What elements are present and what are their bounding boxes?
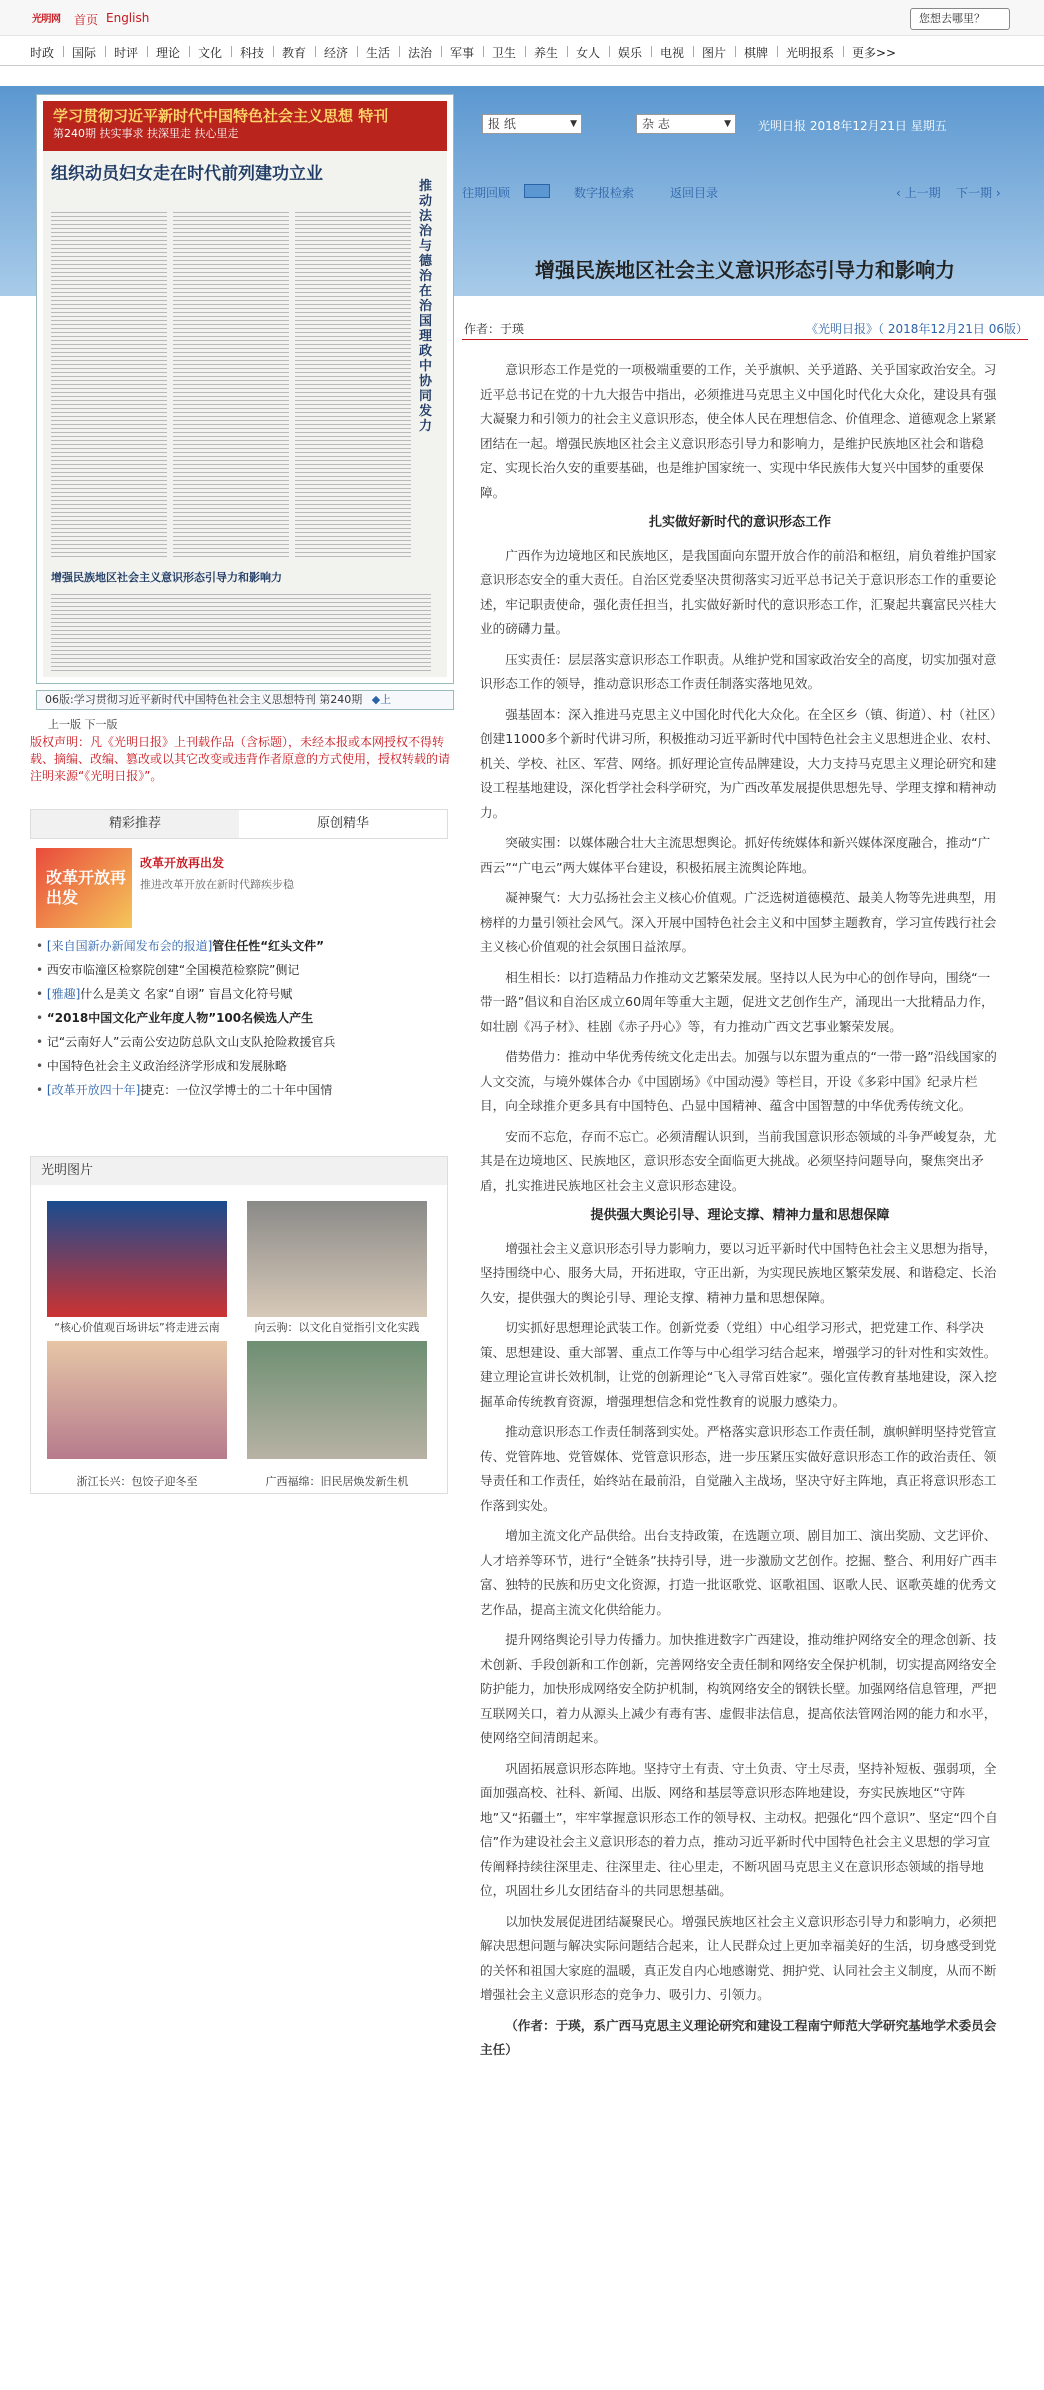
caption-up-link[interactable]: ◆上 bbox=[371, 693, 392, 706]
edition-selectors bbox=[470, 106, 1030, 140]
nav-item[interactable]: 娱乐 bbox=[618, 46, 643, 60]
past-issues-dropdown[interactable] bbox=[524, 184, 550, 198]
nav-item[interactable]: 经济 bbox=[324, 46, 349, 60]
featured-image[interactable]: 改革开放再出发 bbox=[36, 848, 132, 928]
paper-date: 光明日报 2018年12月21日 星期五 bbox=[758, 119, 947, 133]
nav-divider bbox=[609, 46, 610, 57]
page-caption: 06版:学习贯彻习近平新时代中国特色社会主义思想特刊 第240期 ◆上 bbox=[36, 690, 454, 710]
copyright-notice: 版权声明：凡《光明日报》上刊载作品（含标题），未经本报或本网授权不得转载、摘编、改编、篡改或以其它改变或违背作者原意的方式使用，授权转载的请注明来源“《光明日报》”。 bbox=[30, 735, 451, 783]
news-item[interactable] bbox=[36, 1007, 446, 1031]
article-subheading: 扎实做好新时代的意识形态工作 bbox=[648, 515, 831, 530]
nav-divider bbox=[399, 46, 400, 57]
news-item[interactable] bbox=[36, 1031, 446, 1055]
article-paragraph: 意识形态工作是党的一项极端重要的工作，关乎旗帜、关乎道路、关乎国家政治安全。习近平总书记在党的十九大报告中指出，必须推进马克思主义中国化时代化大众化，建设具有强大凝聚力和引领力的社会主义意识形态，使全体人民在理想信念、价值理念、道德观念上紧紧团结在一起。增强民族地区社会主义意识形态引导力和影响力，是维护民族地区社会和谐稳定、实现长治久安的重要基础，也是维护国家统一、实现中华民族伟大复兴中国梦的重要保障。 bbox=[480, 362, 997, 500]
photo-caption[interactable]: 向云驹：以文化自觉指引文化实践 bbox=[254, 1321, 420, 1334]
paper-text-column bbox=[295, 209, 411, 559]
featured-desc: 推进改革开放在新时代蹄疾步稳 bbox=[140, 878, 294, 891]
nav-divider bbox=[189, 46, 190, 57]
paper-banner: 学习贯彻习近平新时代中国特色社会主义思想 特刊 第240期 扶实事求 扶深里走 扶心里走 bbox=[43, 101, 447, 151]
paper-article-headline[interactable]: 增强民族地区社会主义意识形态引导力和影响力 bbox=[51, 571, 282, 584]
news-item[interactable] bbox=[36, 983, 446, 1007]
nav-item[interactable]: 图片 bbox=[702, 46, 727, 60]
article-meta bbox=[462, 318, 1028, 340]
next-issue-link[interactable]: 下一期 › bbox=[956, 186, 1001, 200]
paper-text-column bbox=[173, 209, 289, 559]
photo-panel bbox=[30, 1156, 448, 1494]
article-paragraph: 借势借力：推动中华优秀传统文化走出去。加强与以东盟为重点的“一带一路”沿线国家的人文交流，与境外媒体合办《中国剧场》《中国动漫》等栏目，开设《多彩中国》纪录片栏目，向全球推介更多具有中国特色、凸显中国精神、蕴含中国智慧的中华优秀传统文化。 bbox=[480, 1049, 997, 1113]
article-subheading: 提供强大舆论引导、理论支撑、精神力量和思想保障 bbox=[590, 1208, 890, 1223]
news-title[interactable]: 中国特色社会主义政治经济学形成和发展脉略 bbox=[46, 1059, 287, 1073]
digital-search-link[interactable]: 数字报检索 bbox=[574, 186, 635, 200]
article-title: 增强民族地区社会主义意识形态引导力和影响力 bbox=[535, 258, 955, 282]
nav-item[interactable]: 电视 bbox=[660, 46, 685, 60]
article-paragraph: 以加快发展促进团结凝聚民心。增强民族地区社会主义意识形态引导力和影响力，必须把解决思想问题与解决实际问题结合起来，让人民群众过上更加幸福美好的生活，切身感受到党的关怀和祖国大家庭的温暖，真正发自内心地感谢党、拥护党、认同社会主义制度，从而不断增强社会主义意识形态的竞争力、吸引力、引领力。 bbox=[480, 1913, 997, 2002]
nav-item[interactable]: 理论 bbox=[156, 46, 181, 60]
main-nav bbox=[0, 36, 1044, 66]
news-title[interactable]: 记“云南好人”云南公安边防总队文山支队抢险救援官兵 bbox=[46, 1035, 336, 1049]
newspaper-page-image[interactable] bbox=[36, 94, 454, 684]
nav-item[interactable]: 更多>> bbox=[852, 46, 897, 60]
nav-divider bbox=[357, 46, 358, 57]
recommend-tabs bbox=[30, 809, 448, 839]
nav-divider bbox=[231, 46, 232, 57]
nav-divider bbox=[147, 46, 148, 57]
article-paragraph: 提升网络舆论引导力传播力。加快推进数字广西建设，推动维护网络安全的理念创新、技术创新、手段创新和工作创新，完善网络安全责任制和网络安全保护机制，切实提高网络安全防护能力，加快形成网络安全防护机制，构筑网络安全的钢铁长壁。加强网络信息管理，严把互联网关口，着力从源头上减少有毒有害、虚假非法信息，提高依法管网治网的能力和水平，使网络空间清朗起来。 bbox=[480, 1632, 997, 1745]
article-author: 作者：于瑛 bbox=[464, 322, 525, 336]
nav-divider bbox=[273, 46, 274, 57]
photo-caption[interactable]: 广西福绵：旧民居焕发新生机 bbox=[265, 1475, 409, 1488]
news-item[interactable] bbox=[36, 959, 446, 983]
nav-divider bbox=[735, 46, 736, 57]
page-pager[interactable]: 上一版 下一版 bbox=[48, 718, 118, 731]
home-link[interactable]: 首页 bbox=[74, 13, 99, 27]
article-paragraph: 凝神聚气：大力弘扬社会主义核心价值观。广泛选树道德模范、最美人物等先进典型，用榜样的力量引领社会风气。深入开展中国特色社会主义和中国梦主题教育，学习宣传践行社会主义核心价值观的社会氛围日益浓厚。 bbox=[480, 890, 997, 954]
nav-item[interactable]: 女人 bbox=[576, 46, 601, 60]
news-title[interactable]: “2018中国文化产业年度人物”100名候选人产生 bbox=[46, 1011, 314, 1025]
article-paragraph: 安而不忘危，存而不忘亡。必须清醒认识到，当前我国意识形态领域的斗争严峻复杂，尤其是在边境地区、民族地区，意识形态安全面临更大挑战。必须坚持问题导向，聚焦突出矛盾，扎实推进民族地区社会主义意识形态建设。 bbox=[480, 1128, 997, 1193]
featured-title[interactable]: 改革开放再出发 bbox=[140, 856, 225, 870]
nav-divider bbox=[525, 46, 526, 57]
english-link[interactable]: English bbox=[106, 11, 150, 25]
paper-headline[interactable]: 组织动员妇女走在时代前列建功立业 bbox=[51, 164, 323, 184]
photo-thumbnail[interactable] bbox=[47, 1341, 227, 1459]
nav-item[interactable]: 时政 bbox=[30, 46, 55, 60]
nav-item[interactable]: 文化 bbox=[198, 46, 223, 60]
news-title[interactable]: 西安市临潼区检察院创建“全国模范检察院”侧记 bbox=[46, 963, 300, 977]
news-title[interactable]: 捷克：一位汉学博士的二十年中国情 bbox=[140, 1083, 333, 1097]
photo-thumbnail[interactable] bbox=[247, 1341, 427, 1459]
nav-item[interactable]: 法治 bbox=[408, 46, 433, 60]
news-title[interactable]: 管住任性“红头文件” bbox=[212, 939, 325, 953]
article-paragraph: 相生相长：以打造精品力作推动文艺繁荣发展。坚持以人民为中心的创作导向，围绕“一带一路”倡议和自治区成立60周年等重大主题，促进文艺创作生产，涌现出一大批精品力作，如壮剧《冯子材》、桂剧《赤子丹心》等，有力推动广西文艺事业繁荣发展。 bbox=[480, 969, 994, 1034]
paper-select[interactable]: 报 纸 ▼ bbox=[482, 114, 582, 134]
nav-item[interactable]: 光明报系 bbox=[786, 46, 835, 60]
photo-caption[interactable]: 浙江长兴：包饺子迎冬至 bbox=[76, 1475, 198, 1488]
article-toolbar bbox=[462, 176, 1022, 206]
paper-text-column bbox=[51, 591, 431, 671]
nav-item[interactable]: 生活 bbox=[366, 46, 391, 60]
nav-divider bbox=[63, 46, 64, 57]
photo-thumbnail[interactable] bbox=[247, 1201, 427, 1317]
news-item[interactable] bbox=[36, 1079, 446, 1103]
nav-item[interactable]: 时评 bbox=[114, 46, 139, 60]
photo-panel-title: 光明图片 bbox=[31, 1157, 447, 1185]
nav-divider bbox=[441, 46, 442, 57]
paper-vertical-headline[interactable]: 推动法治与德治在治国理政中协同发力 bbox=[419, 179, 433, 434]
nav-divider bbox=[567, 46, 568, 57]
article-paragraph: 切实抓好思想理论武装工作。创新党委（党组）中心组学习形式，把党建工作、科学决策、思想建设、重大部署、重点工作等与中心组学习结合起来，增强学习的针对性和实效性。建立理论宣讲长效机制，让党的创新理论“飞入寻常百姓家”。强化宣传教育基地建设，深入挖掘革命传统教育资源，增强理想信念和党性教育的说服力感染力。 bbox=[480, 1320, 997, 1409]
news-item[interactable] bbox=[36, 935, 446, 959]
nav-item[interactable]: 科技 bbox=[240, 46, 265, 60]
news-tag[interactable]: [雅趣] bbox=[46, 987, 81, 1001]
news-title[interactable]: 什么是美文 名家“自诩” 盲昌文化符号赋 bbox=[80, 987, 293, 1001]
featured-item[interactable] bbox=[36, 848, 446, 928]
photo-thumbnail[interactable] bbox=[47, 1201, 227, 1317]
article-body bbox=[480, 358, 1000, 2069]
article-paragraph: 推动意识形态工作责任制落到实处。严格落实意识形态工作责任制，旗帜鲜明坚持党管宣传、党管阵地、党管媒体、党管意识形态，进一步压紧压实做好意识形态工作的政治责任、领导责任和工作责任，始终站在最前沿，自觉融入主战场，坚决守好主阵地，真正将意识形态工作落到实处。 bbox=[480, 1424, 997, 1513]
news-tag[interactable]: [改革开放四十年] bbox=[46, 1083, 141, 1097]
paper-text-column bbox=[51, 209, 167, 559]
top-bar bbox=[0, 0, 1044, 36]
article-paragraph: 强基固本：深入推进马克思主义中国化时代化大众化。在全区乡（镇、街道）、村（社区）创建11000多个新时代讲习所，积极推动习近平新时代中国特色社会主义思想进企业、农村、机关、学校、社区、军营、网络。抓好理论宣传品牌建设，大力支持马克思主义理论研究和建设工程基地建设，深化哲学社会科学研究，为广西改革发展提供思想先导、学理支撑和精神动力。 bbox=[480, 706, 999, 820]
article-paragraph: 增加主流文化产品供给。出台支持政策，在选题立项、剧目加工、演出奖励、文艺评价、人才培养等环节，进行“全链条”扶持引导，进一步激励文艺创作。挖掘、整合、利用好广西丰富、独特的民族和历史文化资源，打造一批讴歌党、讴歌祖国、讴歌人民、讴歌英雄的优秀文艺作品，提高主流文化供给能力。 bbox=[480, 1528, 997, 1617]
article-paragraph: 巩固拓展意识形态阵地。坚持守土有责、守土负责、守土尽责，坚持补短板、强弱项，全面加强高校、社科、新闻、出版、网络和基层等意识形态阵地建设，夯实民族地区“守阵地”又“拓疆土”，牢牢掌握意识形态工作的领导权、主动权。把强化“四个意识”、坚定“四个自信”作为建设社会主义意识形态的着力点，推动习近平新时代中国特色社会主义思想的学习宣传阐释持续往深里走、往深里走、往心里走，不断巩固马克思主义在意识形态领域的指导地位，巩固壮乡儿女团结奋斗的共同思想基础。 bbox=[480, 1760, 998, 1898]
nav-divider bbox=[777, 46, 778, 57]
nav-item[interactable]: 棋牌 bbox=[744, 46, 769, 60]
nav-item[interactable]: 教育 bbox=[282, 46, 307, 60]
nav-item[interactable]: 国际 bbox=[72, 46, 97, 60]
article-paragraph: 压实责任：层层落实意识形态工作职责。从维护党和国家政治安全的高度，切实加强对意识形态工作的领导，推动意识形态工作责任制落实落地见效。 bbox=[480, 651, 997, 691]
prev-issue-link[interactable]: ‹ 上一期 bbox=[896, 186, 941, 200]
nav-divider bbox=[651, 46, 652, 57]
article-paragraph: 突破实围：以媒体融合壮大主流思想舆论。抓好传统媒体和新兴媒体深度融合，推动“广西云”“广电云”两大媒体平台建设，积极拓展主流舆论阵地。 bbox=[480, 835, 991, 875]
nav-item[interactable]: 养生 bbox=[534, 46, 559, 60]
nav-divider bbox=[483, 46, 484, 57]
nav-divider bbox=[843, 46, 844, 57]
news-list bbox=[36, 935, 446, 1103]
past-issues-link[interactable]: 往期回顾 bbox=[462, 186, 511, 200]
nav-divider bbox=[693, 46, 694, 57]
tab-featured[interactable]: 精彩推荐 bbox=[31, 810, 239, 838]
article-source[interactable]: 《光明日报》（ 2018年12月21日 06版） bbox=[806, 322, 1028, 336]
news-tag[interactable]: [来自国新办新闻发布会的报道] bbox=[46, 939, 213, 953]
nav-divider bbox=[315, 46, 316, 57]
nav-item[interactable]: 军事 bbox=[450, 46, 475, 60]
magazine-select[interactable]: 杂 志 ▼ bbox=[636, 114, 736, 134]
back-to-toc-link[interactable]: 返回目录 bbox=[670, 186, 719, 200]
nav-item[interactable]: 卫生 bbox=[492, 46, 517, 60]
tab-original[interactable]: 原创精华 bbox=[239, 810, 447, 838]
site-logo[interactable]: 光明网 bbox=[32, 14, 61, 25]
author-signature: （作者：于瑛，系广西马克思主义理论研究和建设工程南宁师范大学研究基地学术委员会主任） bbox=[480, 2017, 997, 2057]
article-paragraph: 广西作为边境地区和民族地区，是我国面向东盟开放合作的前沿和枢纽，肩负着维护国家意识形态安全的重大责任。自治区党委坚决贯彻落实习近平总书记关于意识形态工作的重要论述，牢记职责使命，强化责任担当，扎实做好新时代的意识形态工作，汇聚起共襄富民兴桂大业的磅礴力量。 bbox=[480, 547, 997, 636]
news-item[interactable] bbox=[36, 1055, 446, 1079]
photo-caption[interactable]: “核心价值观百场讲坛”将走进云南 bbox=[54, 1321, 220, 1334]
article-paragraph: 增强社会主义意识形态引导力影响力，要以习近平新时代中国特色社会主义思想为指导，坚持围绕中心、服务大局，开拓进取，守正出新，为实现民族地区繁荣发展、和谐稳定、长治久安，提供强大的舆论引导、理论支撑、精神力量和思想保障。 bbox=[480, 1240, 997, 1305]
nav-divider bbox=[105, 46, 106, 57]
search-input[interactable]: 您想去哪里？ bbox=[910, 8, 1010, 30]
